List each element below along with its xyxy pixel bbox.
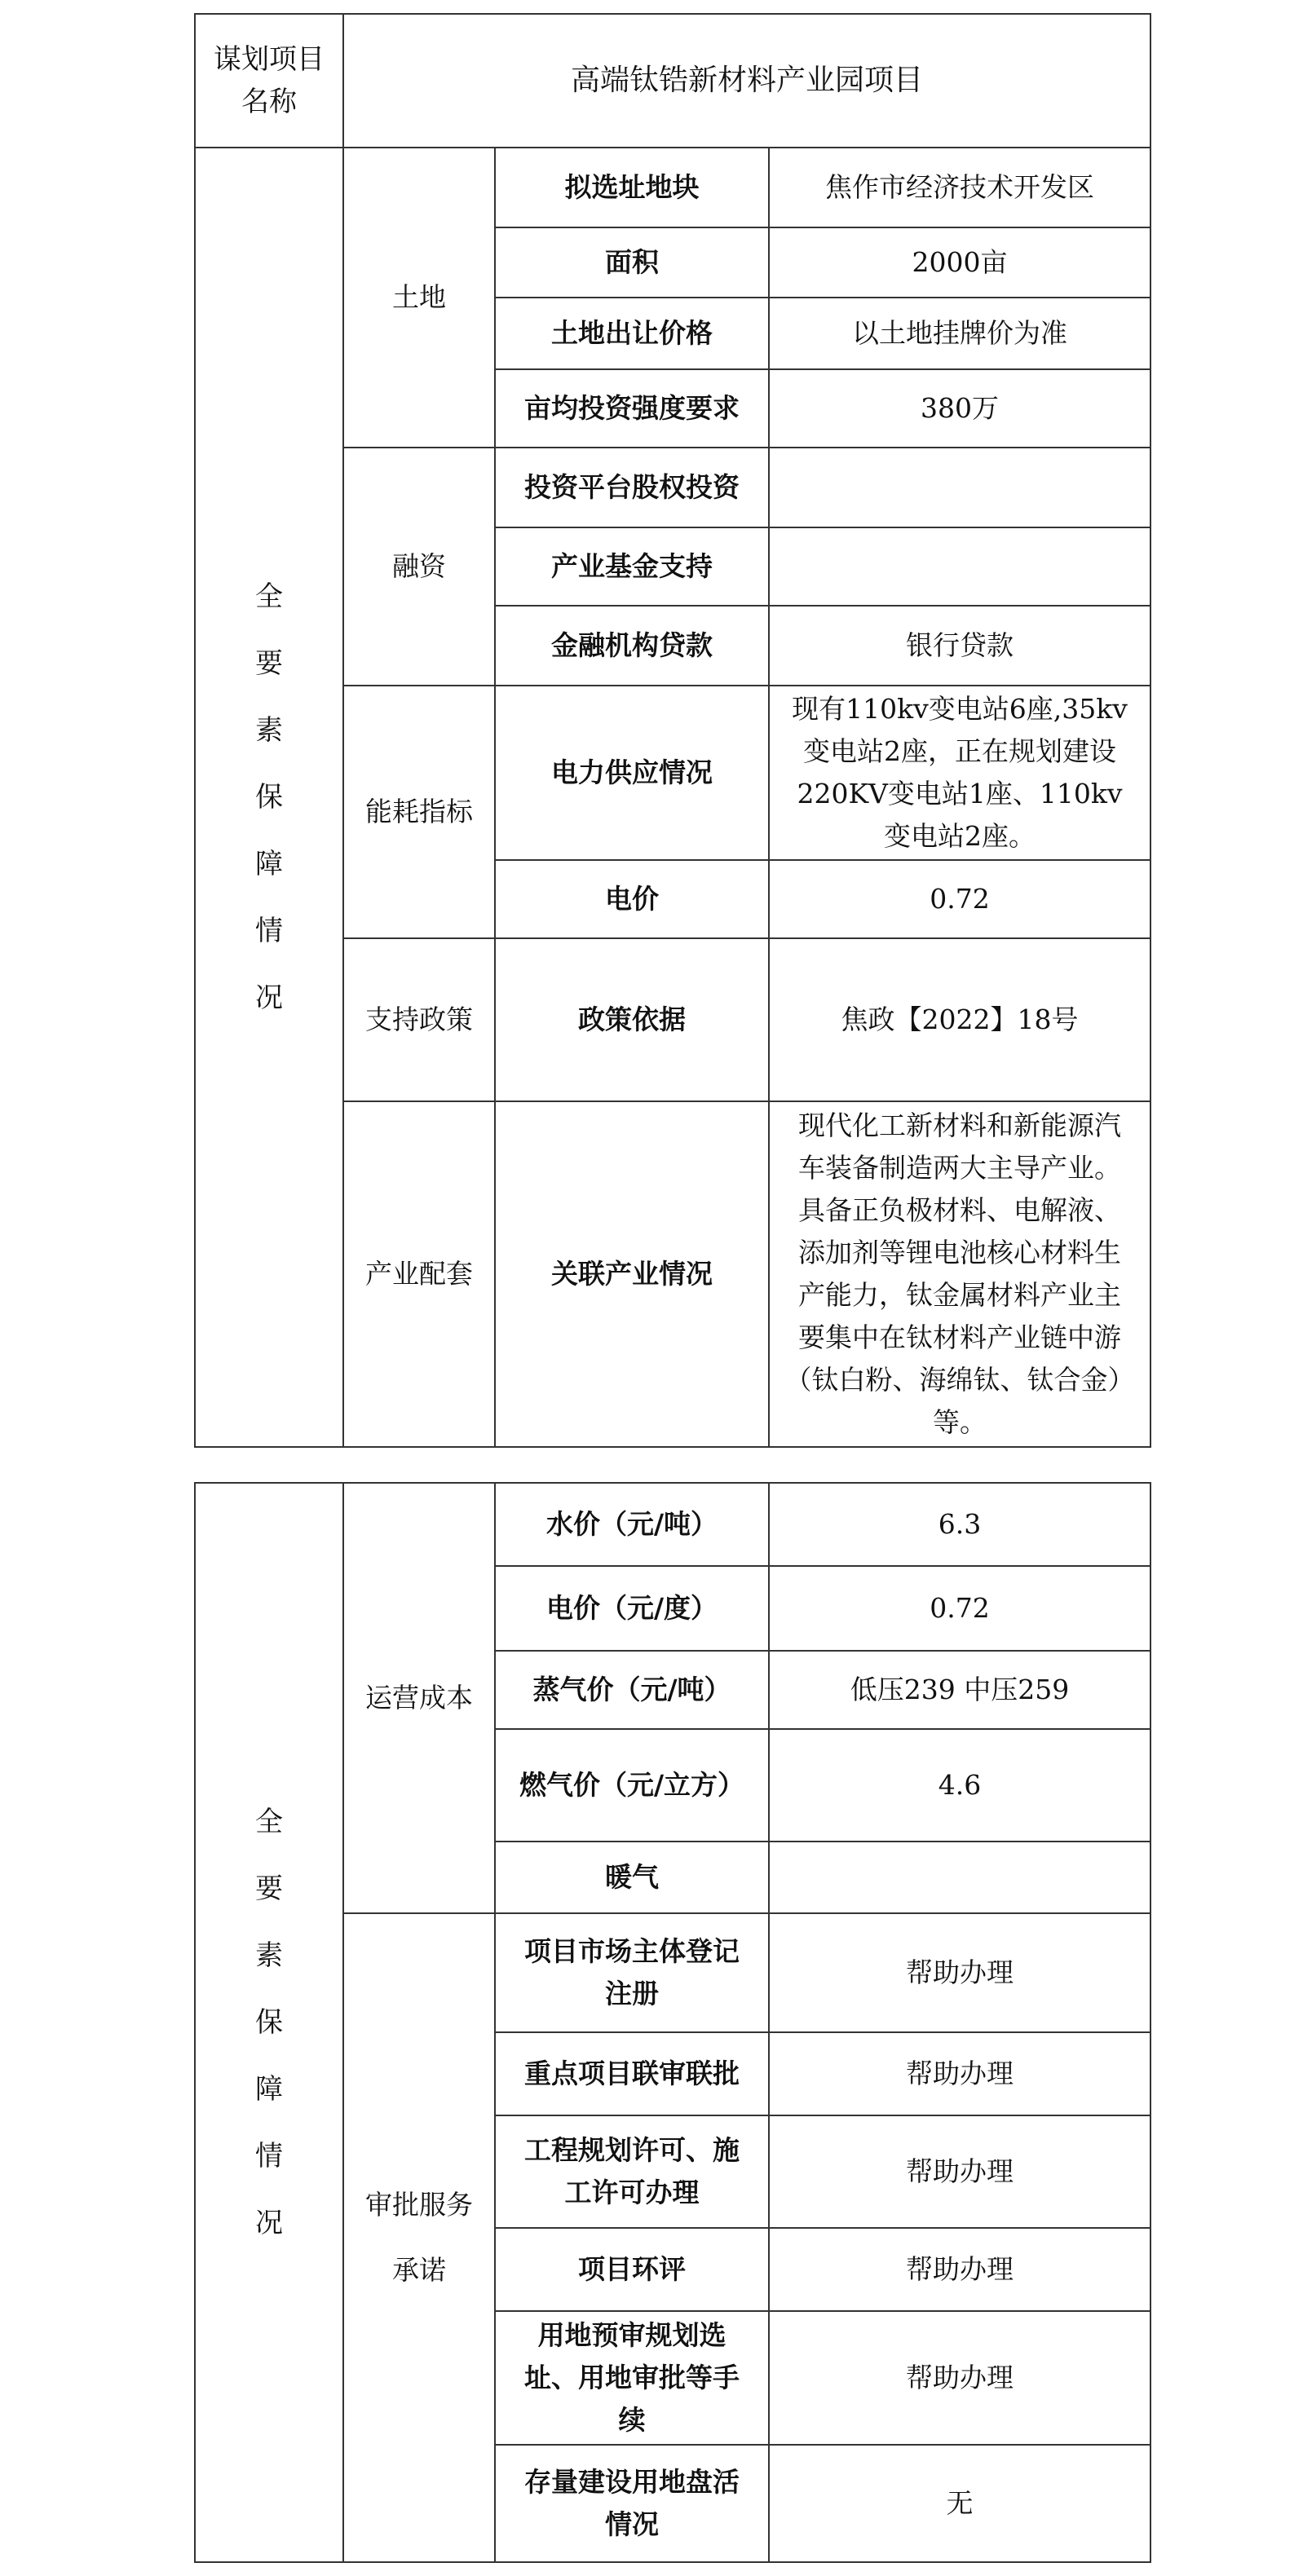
item-value: 帮助办理 [769, 2032, 1150, 2115]
item-value: 帮助办理 [769, 1913, 1150, 2032]
item-label: 电力供应情况 [495, 686, 769, 860]
section-title: 全 要 素 保 障 情 况 [195, 1483, 343, 2562]
item-value: 低压239 中压259 [769, 1651, 1150, 1729]
table-2 [194, 1482, 1151, 2563]
item-value: 2000亩 [769, 227, 1150, 298]
category-industry: 产业配套 [343, 1101, 495, 1447]
item-label: 拟选址地块 [495, 148, 769, 227]
item-value: 帮助办理 [769, 2228, 1150, 2311]
category-approval: 审批服务 承诺 [343, 1913, 495, 2562]
item-label: 关联产业情况 [495, 1101, 769, 1447]
item-value: 6.3 [769, 1483, 1150, 1566]
item-value: 帮助办理 [769, 2115, 1150, 2228]
section-title: 全 要 素 保 障 情 况 [195, 148, 343, 1447]
item-value: 帮助办理 [769, 2311, 1150, 2445]
category-operating-cost: 运营成本 [343, 1483, 495, 1913]
item-value: 0.72 [769, 1566, 1150, 1651]
item-label: 政策依据 [495, 938, 769, 1101]
item-label: 工程规划许可、施 工许可办理 [495, 2115, 769, 2228]
item-label: 燃气价（元/立方） [495, 1729, 769, 1842]
item-label: 电价 [495, 860, 769, 938]
table-1 [194, 13, 1151, 1448]
project-name-label: 谋划项目 名称 [195, 14, 343, 148]
item-label: 项目市场主体登记 注册 [495, 1913, 769, 2032]
item-value: 焦作市经济技术开发区 [769, 148, 1150, 227]
item-label: 产业基金支持 [495, 527, 769, 606]
category-financing: 融资 [343, 448, 495, 686]
item-label: 电价（元/度） [495, 1566, 769, 1651]
item-value: 现有110kv变电站6座,35kv 变电站2座，正在规划建设 220KV变电站1座、110kv 变电站2座。 [769, 686, 1150, 860]
item-value: 焦政【2022】18号 [769, 938, 1150, 1101]
item-value: 无 [769, 2445, 1150, 2562]
category-energy: 能耗指标 [343, 686, 495, 938]
item-label: 面积 [495, 227, 769, 298]
category-policy: 支持政策 [343, 938, 495, 1101]
item-label: 金融机构贷款 [495, 606, 769, 686]
item-label: 存量建设用地盘活 情况 [495, 2445, 769, 2562]
project-name-value: 高端钛锆新材料产业园项目 [343, 14, 1150, 148]
item-label: 蒸气价（元/吨） [495, 1651, 769, 1729]
item-value [769, 1842, 1150, 1913]
item-value: 0.72 [769, 860, 1150, 938]
item-label: 暖气 [495, 1842, 769, 1913]
item-value: 380万 [769, 369, 1150, 448]
item-value: 现代化工新材料和新能源汽 车装备制造两大主导产业。 具备正负极材料、电解液、 添加剂等锂电池核心材料生 产能力，钛金属材料产业主 要集中在钛材料产业链中游 （钛白粉、海绵钛、钛合金） 等。 [769, 1101, 1150, 1447]
item-label: 投资平台股权投资 [495, 448, 769, 527]
item-value: 以土地挂牌价为准 [769, 298, 1150, 369]
item-value [769, 527, 1150, 606]
category-land: 土地 [343, 148, 495, 448]
item-label: 土地出让价格 [495, 298, 769, 369]
item-label: 重点项目联审联批 [495, 2032, 769, 2115]
item-value: 银行贷款 [769, 606, 1150, 686]
item-label: 水价（元/吨） [495, 1483, 769, 1566]
item-label: 用地预审规划选 址、用地审批等手 续 [495, 2311, 769, 2445]
item-label: 亩均投资强度要求 [495, 369, 769, 448]
item-label: 项目环评 [495, 2228, 769, 2311]
item-value [769, 448, 1150, 527]
item-value: 4.6 [769, 1729, 1150, 1842]
